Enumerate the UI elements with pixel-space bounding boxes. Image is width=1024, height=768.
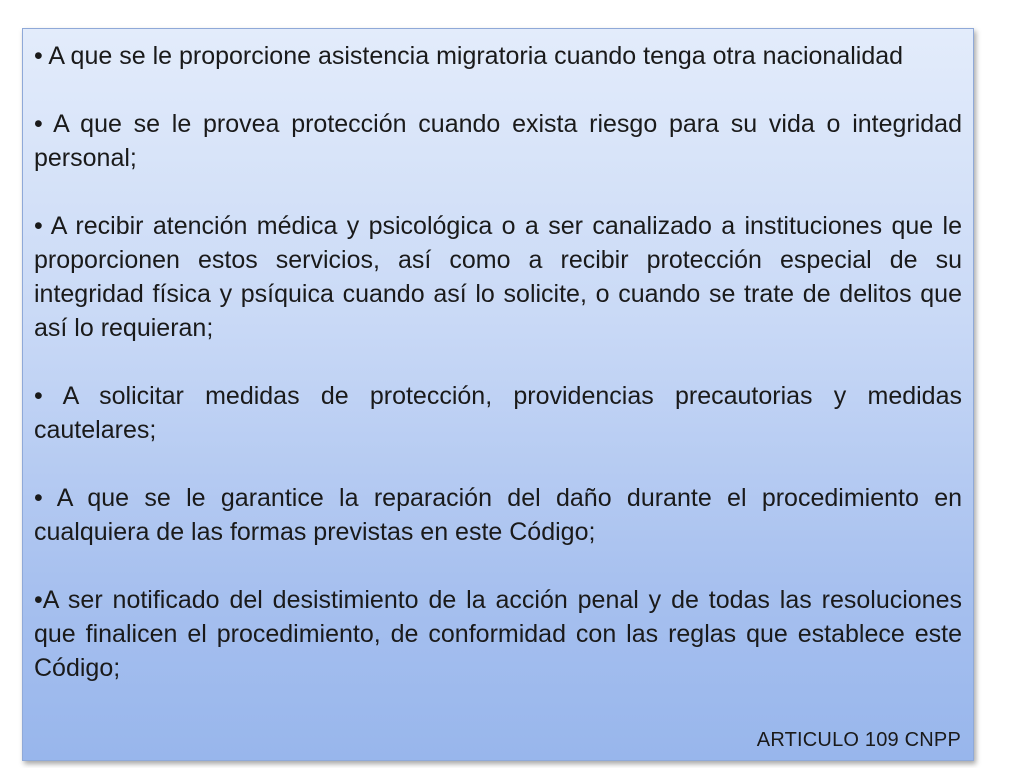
rights-text-box	[22, 28, 974, 761]
paragraph-reparacion-dano: • A que se le garantice la reparación del daño durante el procedimiento en cualquiera de las formas previstas en este Código;	[34, 484, 962, 546]
paragraph-proteccion-riesgo: • A que se le provea protección cuando exista riesgo para su vida o integridad personal;	[34, 110, 962, 172]
article-reference: ARTICULO 109 CNPP	[756, 729, 961, 751]
paragraph-notificacion-desistimiento: •A ser notificado del desistimiento de la acción penal y de todas las resoluciones que finalicen el procedimiento, de conformidad con las reglas que establece este Código;	[34, 586, 962, 682]
paragraph-medidas-proteccion: • A solicitar medidas de protección, providencias precautorias y medidas cautelares;	[34, 382, 962, 444]
paragraph-atencion-medica: • A recibir atención médica y psicológica o a ser canalizado a instituciones que le proporcionen estos servicios, así como a recibir protección especial de su integridad física y psíquica cuando así lo solicite, o cuando se trate de delitos que así lo requieran;	[34, 212, 962, 342]
paragraph-asistencia-migratoria: • A que se le proporcione asistencia migratoria cuando tenga otra nacionalidad	[34, 42, 904, 70]
